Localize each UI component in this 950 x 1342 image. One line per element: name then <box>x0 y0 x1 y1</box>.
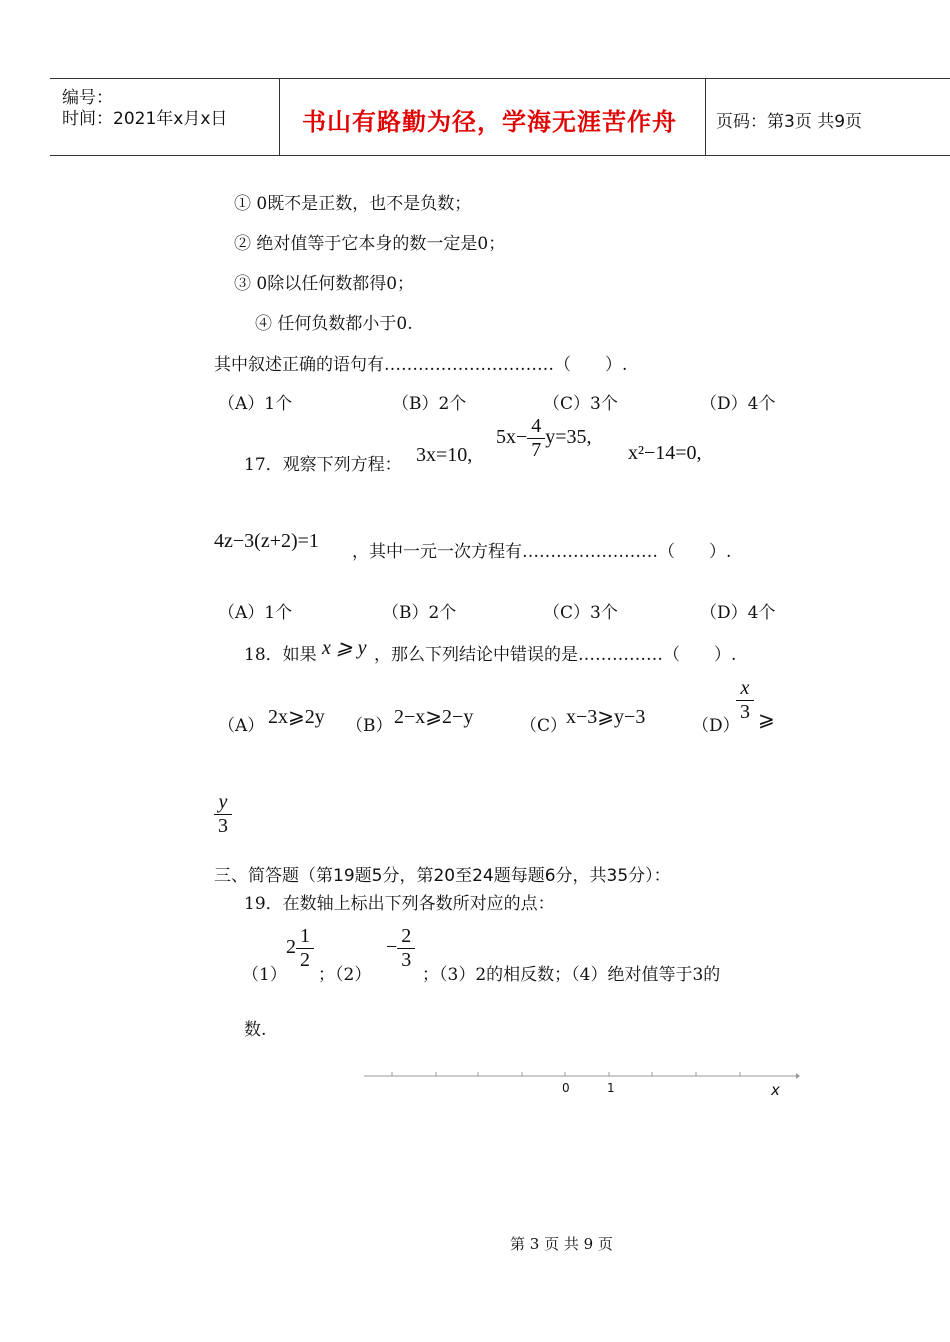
statement-2: ② 绝对值等于它本身的数一定是0； <box>234 234 506 254</box>
q17-equation-3: x²−14=0, <box>628 442 702 464</box>
number-line-zero-label: 0 <box>562 1081 570 1095</box>
statement-3: ③ 0除以任何数都得0； <box>234 274 415 294</box>
q18-condition: x ⩾ y <box>322 637 367 659</box>
q16-option-a: （A）1个 <box>218 394 293 414</box>
header-divider-left <box>279 78 280 156</box>
q16-option-b: （B）2个 <box>392 394 467 414</box>
statement-1: ① 0既不是正数，也不是负数； <box>234 194 472 214</box>
q16-option-c: （C）3个 <box>543 394 618 414</box>
q17-option-c: （C）3个 <box>543 603 618 623</box>
q19-rest: ；（3）2的相反数；（4）绝对值等于3的 <box>422 965 721 985</box>
q17-eq2-numerator: 4 <box>531 415 542 437</box>
number-line-axis-label: x <box>771 1081 780 1099</box>
header-time-label: 时间：2021年x月x日 <box>62 109 228 129</box>
header-top-rule <box>50 78 950 79</box>
q18-option-d-fraction-2 <box>214 792 232 837</box>
q17-equation-1: 3x=10, <box>416 444 473 466</box>
header-number-label: 编号： <box>62 88 113 108</box>
q19-item-2-fraction <box>386 926 415 971</box>
q19-separator: ；（2） <box>318 965 372 985</box>
header-page-label: 页码：第3页 共9页 <box>716 112 863 132</box>
q19-item-1-denominator: 2 <box>300 949 310 971</box>
q17-eq2-fraction <box>529 416 543 461</box>
q19-rest-line-2: 数. <box>244 1020 267 1040</box>
statement-4: ④ 任何负数都小于0. <box>255 314 413 334</box>
q18-stem-tail: ，那么下列结论中错误的是……………（ ）. <box>374 645 737 665</box>
header-motto: 书山有路勤为径，学海无涯苦作舟 <box>302 108 677 136</box>
q17-option-d: （D）4个 <box>700 603 776 623</box>
q19-item-2-numerator: 2 <box>401 925 412 947</box>
q17-option-b: （B）2个 <box>382 603 457 623</box>
header-divider-right <box>705 78 706 156</box>
q17-eq2-denominator: 7 <box>531 439 542 461</box>
number-line-one-label: 1 <box>607 1081 615 1095</box>
q19-item-1-whole: 2 <box>286 936 296 959</box>
q18-option-c-label: （C） <box>520 716 568 736</box>
q18-d-numerator-1: x <box>740 677 750 699</box>
q18-option-a-expr: 2x⩾2y <box>268 706 325 728</box>
q17-equation-2 <box>496 416 592 461</box>
q18-option-d-fraction-1 <box>736 678 754 723</box>
number-line <box>360 1066 810 1106</box>
q19-item-1-label: （1） <box>242 965 287 985</box>
header-bottom-rule <box>50 155 950 156</box>
q18-option-c-expr: x−3⩾y−3 <box>566 706 646 728</box>
q18-d-denominator-1: 3 <box>740 701 750 723</box>
q19-item-1-numerator: 1 <box>300 925 310 947</box>
q17-option-a: （A）1个 <box>218 603 293 623</box>
section-3-title: 三、简答题（第19题5分，第20至24题每题6分，共35分）： <box>214 866 671 886</box>
q17-eq2-tail: y=35, <box>545 426 592 449</box>
q16-stem: 其中叙述正确的语句有…………………………（ ）. <box>214 355 628 375</box>
q18-option-a-label: （A） <box>218 716 265 736</box>
q17-equation-4: 4z−3(z+2)=1 <box>214 530 319 552</box>
q19-item-2-denominator: 3 <box>401 949 412 971</box>
q17-stem-lead: 17．观察下列方程： <box>244 455 402 475</box>
q18-option-b-expr: 2−x⩾2−y <box>394 706 474 728</box>
q17-eq2-lead: 5x− <box>496 426 528 449</box>
q18-d-numerator-2: y <box>218 791 228 813</box>
footer-page-label: 第 3 页 共 9 页 <box>510 1235 613 1253</box>
q16-option-d: （D）4个 <box>700 394 776 414</box>
q18-d-denominator-2: 3 <box>218 815 228 837</box>
q18-option-b-label: （B） <box>346 716 393 736</box>
q19-item-1-mixed-number <box>286 926 314 971</box>
q19-stem: 19．在数轴上标出下列各数所对应的点： <box>244 894 555 914</box>
q17-stem-tail: ，其中一元一次方程有……………………（ ）. <box>352 542 732 562</box>
q18-stem-lead: 18．如果 <box>244 645 317 665</box>
q19-item-2-sign: − <box>386 936 398 959</box>
q18-option-d-symbol: ⩾ <box>758 709 775 731</box>
q18-option-d-label: （D） <box>692 716 740 736</box>
